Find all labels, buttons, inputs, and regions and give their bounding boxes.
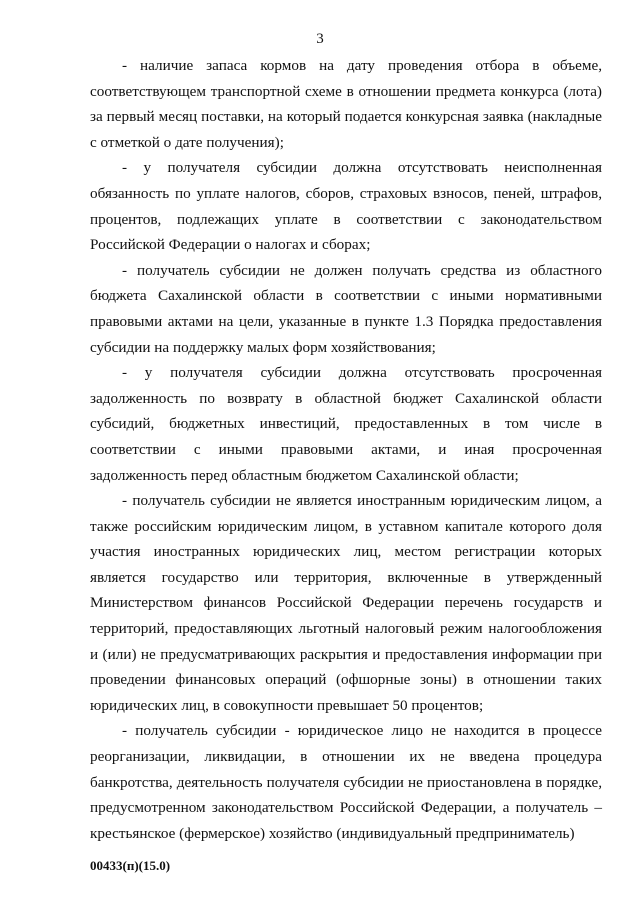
paragraph-not-foreign-entity: - получатель субсидии не является иностранным юридическим лицом, а также российским юридическим лицом, в уставном капитале которого доля участия иностранных юридических лиц, местом регистрации которых является государство или территория, включенные в утвержденный Министерством финансов Российской Федерации перечень государств и территорий, предоставляющих льготный налоговый режим налогообложения и (или) не предусматривающих раскрытия и предоставления информации при проведении финансовых операций (офшорные зоны) в отношении таких юридических лиц, в совокупности превышает 50 процентов; (90, 492, 602, 714)
paragraph-no-tax-debt: - у получателя субсидии должна отсутствовать неисполненная обязанность по уплате налогов, сборов, страховых взносов, пеней, штрафов, процентов, подлежащих уплате в соответствии с законодательством Российской Федерации о налогах и сборах; (90, 159, 602, 254)
paragraph-no-overdue-debt: - у получателя субсидии должна отсутствовать просроченная задолженность по возврату в областной бюджет Сахалинской области субсидий, бюджетных инвестиций, предоставленных в том числе в соответствии с иными правовыми актами, и иная просроченная задолженность перед областным бюджетом Сахалинской области; (90, 364, 602, 484)
paragraph-no-other-funds: - получатель субсидии не должен получать средства из областного бюджета Сахалинской области в соответствии с иными нормативными правовыми актами на цели, указанные в пункте 1.3 Порядка предоставления субсидии на поддержку малых форм хозяйствования; (90, 261, 602, 356)
paragraph-not-in-liquidation: - получатель субсидии - юридическое лицо не находится в процессе реорганизации, ликвидации, в отношении их не введена процедура банкротства, деятельность получателя субсидии не приостановлена в порядке, предусмотренном законодательством Российской Федерации, а получатель – крестьянское (фермерское) хозяйство (индивидуальный предприниматель) (90, 722, 602, 842)
document-body (90, 53, 602, 846)
paragraph-feed-stock: - наличие запаса кормов на дату проведения отбора в объеме, соответствующем транспортной схеме в отношении предмета конкурса (лота) за первый месяц поставки, на который подается конкурсная заявка (накладные с отметкой о дате получения); (90, 57, 602, 151)
document-code: 00433(п)(15.0) (90, 858, 171, 873)
page-number: 3 (316, 31, 324, 47)
